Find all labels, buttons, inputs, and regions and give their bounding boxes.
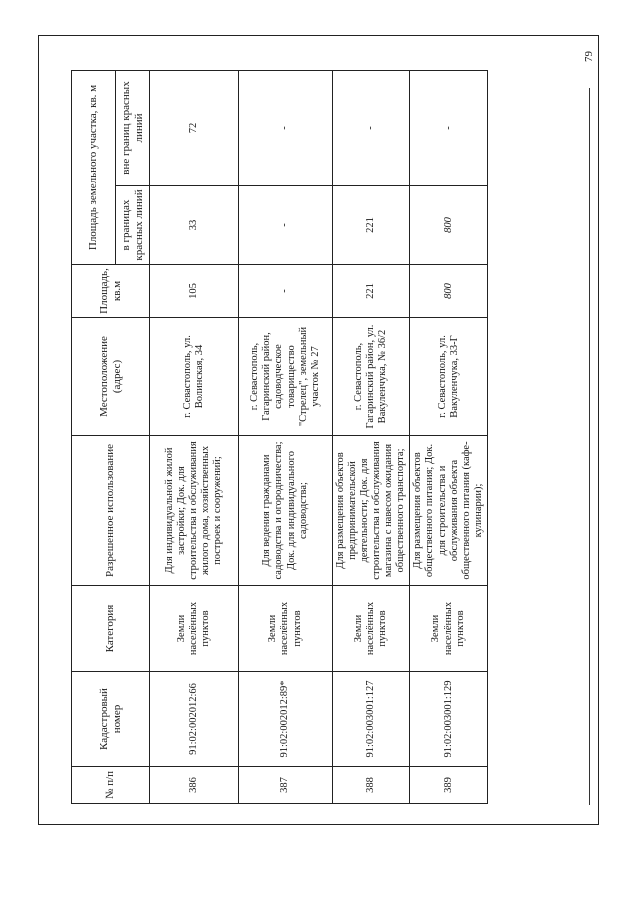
cell-area: 105 [150, 265, 239, 318]
cell-location: г. Севастополь, Гагаринский район, садоводческое товарищество "Стрелец", земельный участок № 27 [239, 318, 333, 436]
cell-num: 388 [333, 767, 410, 804]
cell-usage: Для индивидуальной жилой застройки; Док. для строительства и обслуживания жилого дома, хозяйственных построек и сооружений; [150, 436, 239, 586]
cell-within: - [239, 186, 333, 265]
cell-location: г. Севастополь, Гагаринский район, ул. Вакуленчука, № 36/2 [333, 318, 410, 436]
cell-usage: Для ведения гражданами садоводства и огородничества; Док. для индивидуального садоводства; [239, 436, 333, 586]
page-number: 79 [583, 51, 595, 62]
table-row [333, 70, 410, 803]
table-row [410, 70, 487, 803]
cell-area: 800 [410, 265, 487, 318]
header-cadastral: Кадастровый номер [72, 672, 150, 767]
land-plots-table [71, 70, 488, 804]
cell-outside: - [239, 70, 333, 185]
header-category: Категория [72, 586, 150, 672]
cell-area: - [239, 265, 333, 318]
cell-within: 221 [333, 186, 410, 265]
rotated-table-container [71, 71, 484, 804]
cell-num: 389 [410, 767, 487, 804]
table-row [150, 70, 239, 803]
header-area: Площадь, кв.м [72, 265, 150, 318]
cell-usage: Для размещения объектов общественного питания; Док. для строительства и обслуживания объекта общественного питания (кафе-кулинарии); [410, 436, 487, 586]
cell-location: г. Севастополь, ул. Волинская, 34 [150, 318, 239, 436]
header-num: № п/п [72, 767, 150, 804]
cell-category: Земли населённых пунктов [150, 586, 239, 672]
table-row [239, 70, 333, 803]
cell-cadastral: 91:02:002012:66 [150, 672, 239, 767]
header-usage: Разрешенное использование [72, 436, 150, 586]
cell-category: Земли населённых пунктов [239, 586, 333, 672]
cell-cadastral: 91:02:003001:129 [410, 672, 487, 767]
cell-within: 800 [410, 186, 487, 265]
cell-usage: Для размещения объектов предпринимательской деятельности; Док. для строительства и обслуживания магазина с навесом ожидания общественного транспорта; [333, 436, 410, 586]
page-rule [589, 88, 590, 805]
cell-outside: 72 [150, 70, 239, 185]
cell-area: 221 [333, 265, 410, 318]
header-within: в границах красных линий [116, 186, 150, 265]
header-plot-area: Площадь земельного участка, кв. м [72, 70, 116, 264]
cell-category: Земли населённых пунктов [410, 586, 487, 672]
cell-outside: - [333, 70, 410, 185]
cell-num: 386 [150, 767, 239, 804]
cell-category: Земли населённых пунктов [333, 586, 410, 672]
header-location: Местоположение (адрес) [72, 318, 150, 436]
cell-outside: - [410, 70, 487, 185]
cell-cadastral: 91:02:003001:127 [333, 672, 410, 767]
cell-num: 387 [239, 767, 333, 804]
cell-cadastral: 91:02:002012:89* [239, 672, 333, 767]
cell-within: 33 [150, 186, 239, 265]
cell-location: г. Севастополь, ул. Вакуленчука, 33-Г [410, 318, 487, 436]
header-outside: вне границ красных линий [116, 70, 150, 185]
